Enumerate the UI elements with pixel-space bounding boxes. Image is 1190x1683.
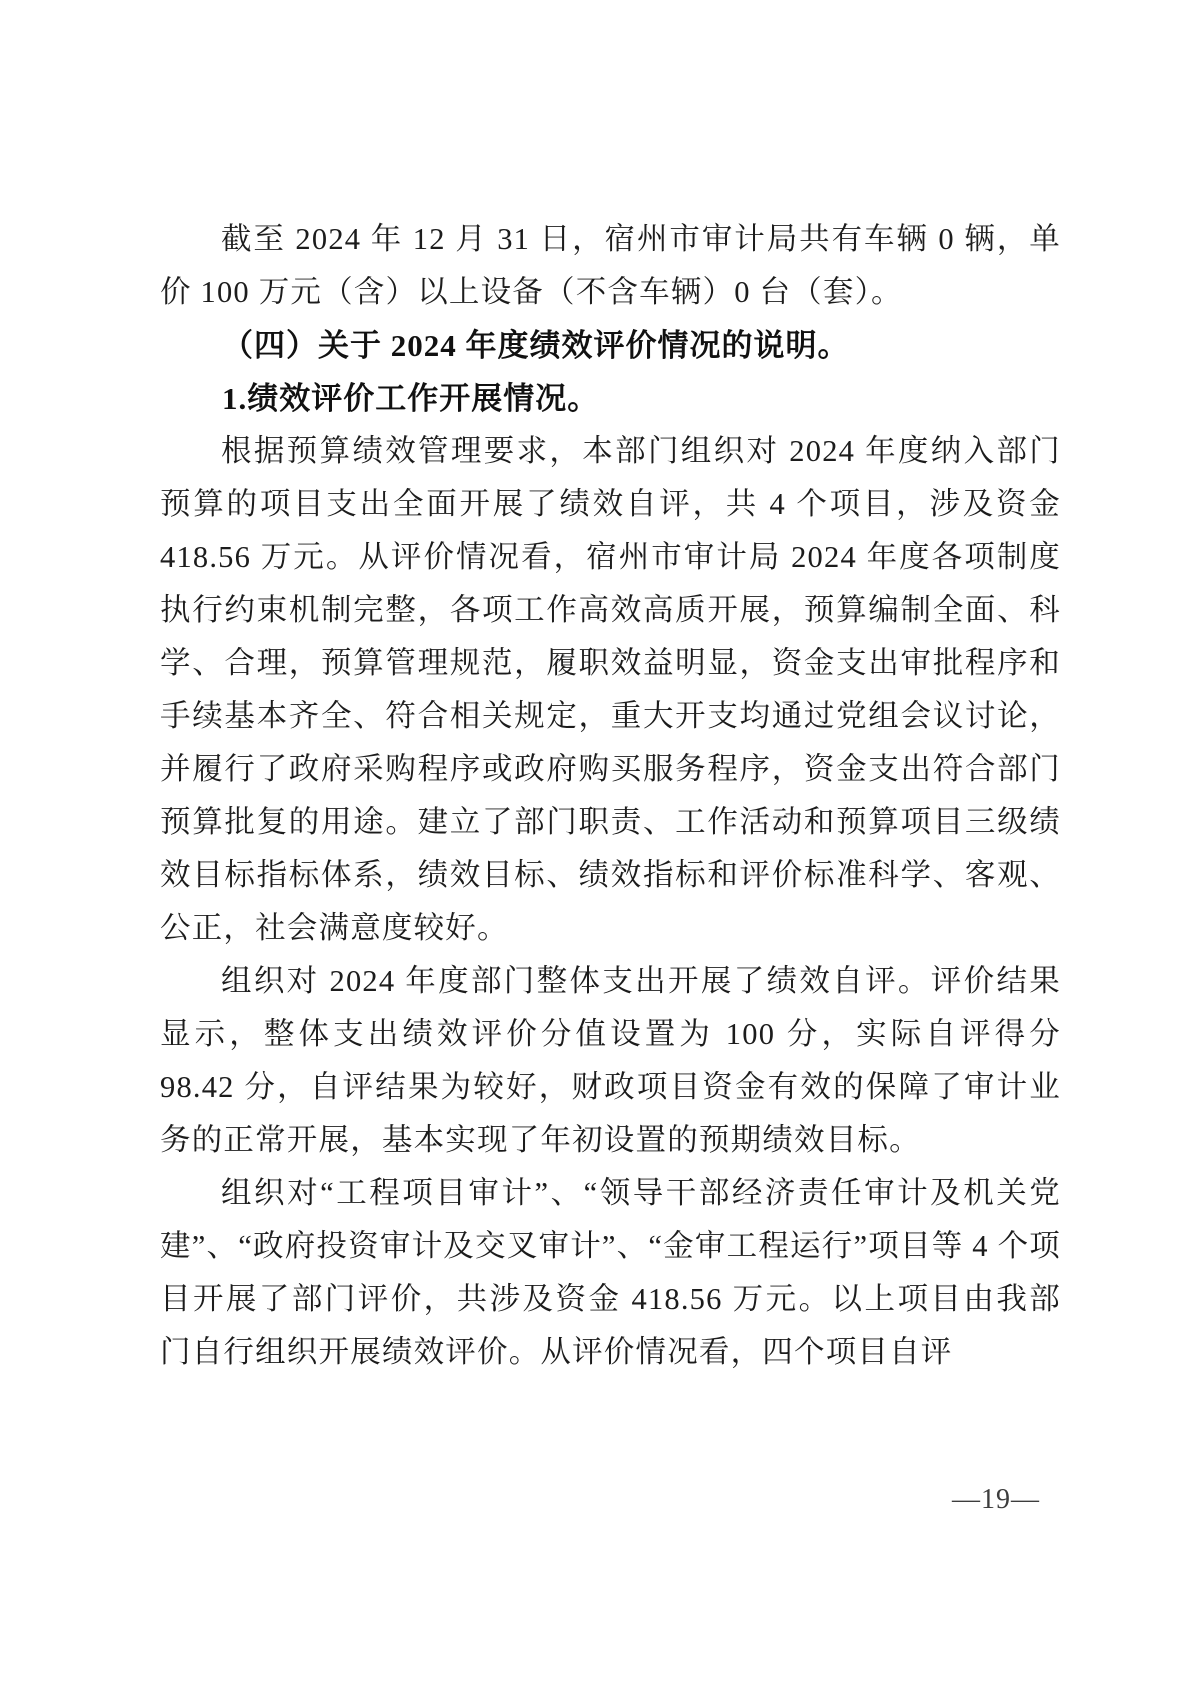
page-number: —19—: [952, 1484, 1040, 1515]
document-body: [160, 213, 1061, 1379]
paragraph-assets-summary: 截至 2024 年 12 月 31 日，宿州市审计局共有车辆 0 辆，单价 100 万元（含）以上设备（不含车辆）0 台（套）。: [160, 222, 1061, 309]
heading-evaluation-work-progress: 1.绩效评价工作开展情况。: [222, 381, 600, 416]
paragraph-self-evaluation-overview: 根据预算绩效管理要求，本部门组织对 2024 年度纳入部门预算的项目支出全面开展了绩效自评，共 4 个项目，涉及资金 418.56 万元。从评价情况看，宿州市审计局 2024 年度各项制度执行约束机制完整，各项工作高效高质开展，预算编制全面、科学、合理，预算管理规范，履职效益明显，资金支出审批程序和手续基本齐全、符合相关规定，重大开支均通过党组会议讨论，并履行了政府采购程序或政府购买服务程序，资金支出符合部门预算批复的用途。建立了部门职责、工作活动和预算项目三级绩效目标指标体系，绩效目标、绩效指标和评价标准科学、客观、公正，社会满意度较好。: [160, 434, 1061, 945]
heading-performance-evaluation-section: （四）关于 2024 年度绩效评价情况的说明。: [222, 328, 850, 363]
paragraph-project-department-evaluation: 组织对“工程项目审计”、“领导干部经济责任审计及机关党建”、“政府投资审计及交叉审计”、“金审工程运行”项目等 4 个项目开展了部门评价，共涉及资金 418.56 万元。以上项目由我部门自行组织开展绩效评价。从评价情况看，四个项目自评: [160, 1176, 1061, 1369]
paragraph-overall-expenditure-evaluation: 组织对 2024 年度部门整体支出开展了绩效自评。评价结果显示，整体支出绩效评价分值设置为 100 分，实际自评得分 98.42 分，自评结果为较好，财政项目资金有效的保障了审计业务的正常开展，基本实现了年初设置的预期绩效目标。: [160, 964, 1061, 1157]
